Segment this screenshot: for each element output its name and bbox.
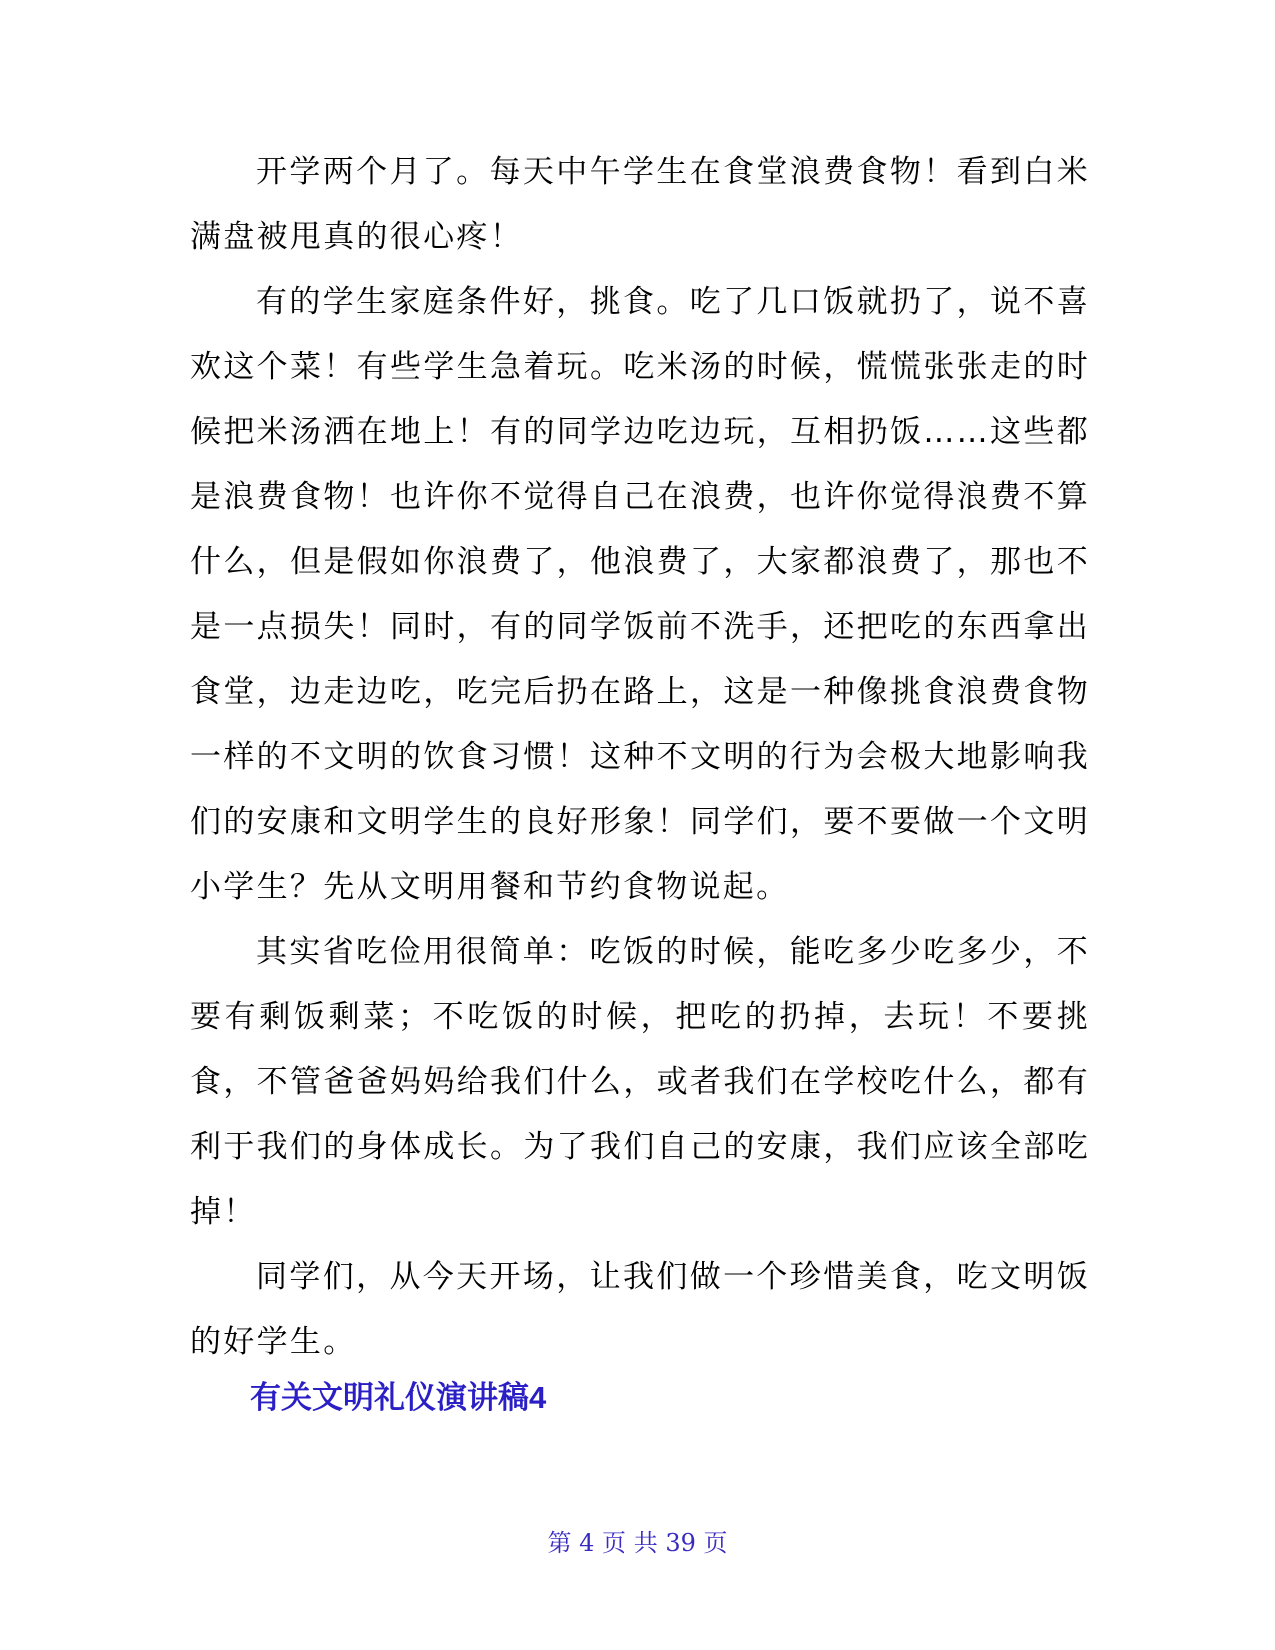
paragraph-2: 有的学生家庭条件好，挑食。吃了几口饭就扔了，说不喜欢这个菜！有些学生急着玩。吃米汤的时候，慌慌张张走的时候把米汤洒在地上！有的同学边吃边玩，互相扔饭……这些都是浪费食物！也许你不觉得自己在浪费，也许你觉得浪费不算什么，但是假如你浪费了，他浪费了，大家都浪费了，那也不是一点损失！同时，有的同学饭前不洗手，还把吃的东西拿出食堂，边走边吃，吃完后扔在路上，这是一种像挑食浪费食物一样的不文明的饮食习惯！这种不文明的行为会极大地影响我们的安康和文明学生的良好形象！同学们，要不要做一个文明小学生？先从文明用餐和节约食物说起。 (190, 284, 1090, 905)
footer-label-unit: 页 (602, 1529, 627, 1557)
paragraph-4: 同学们，从今天开场，让我们做一个珍惜美食，吃文明饭的好学生。 (190, 1259, 1090, 1360)
footer-label-unit-end: 页 (703, 1529, 728, 1557)
paragraph-1: 开学两个月了。每天中午学生在食堂浪费食物！看到白米满盘被甩真的很心疼！ (190, 154, 1090, 255)
footer-label-total: 共 (633, 1529, 658, 1557)
page-footer (0, 1528, 1275, 1558)
footer-total-pages: 39 (665, 1529, 696, 1557)
document-body (190, 140, 1090, 1375)
footer-current-page: 4 (579, 1529, 595, 1557)
section-heading: 有关文明礼仪演讲稿4 (250, 1380, 547, 1415)
footer-label-page: 第 (547, 1529, 572, 1557)
paragraph-3: 其实省吃俭用很简单：吃饭的时候，能吃多少吃多少，不要有剩饭剩菜；不吃饭的时候，把吃的扔掉，去玩！不要挑食，不管爸爸妈妈给我们什么，或者我们在学校吃什么，都有利于我们的身体成长。为了我们自己的安康，我们应该全部吃掉！ (190, 934, 1090, 1230)
